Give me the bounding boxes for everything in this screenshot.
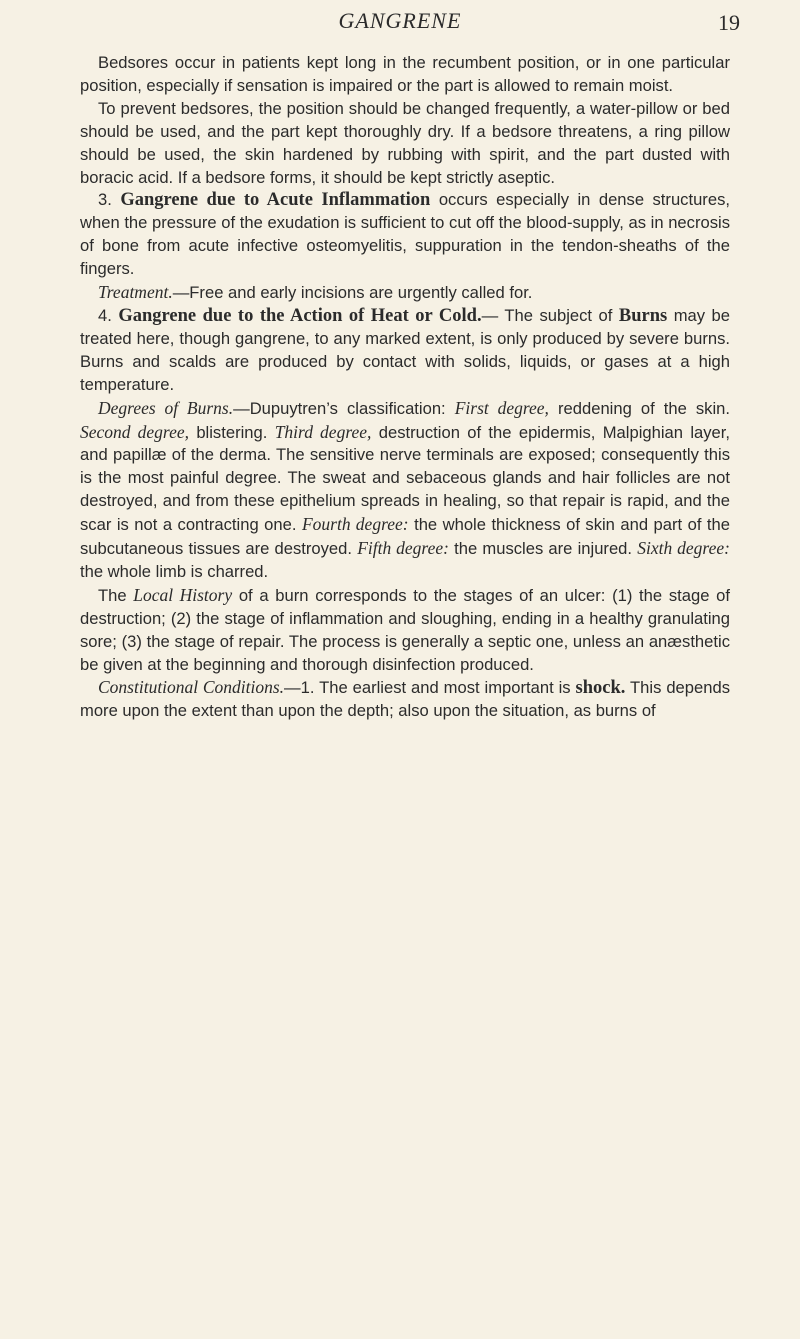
page-header: [0, 6, 800, 46]
paragraph-text: occurs especially in dense structures, when the pressure of the exudation is sufficient to cut off the blood-supply, as in necrosis of bone from acute infective osteomyelitis, suppuration in the tendon-sheaths of the fingers.: [80, 190, 730, 279]
paragraph-text: This depends more upon the extent than upon the depth; also upon the situation, as burns of: [80, 678, 730, 721]
running-title: GANGRENE: [338, 8, 462, 33]
degree-sixth-text: the whole limb is charred.: [80, 561, 269, 581]
section-heading: Gangrene due to the Action of Heat or Cold.: [118, 305, 482, 326]
paragraph-section-3: [80, 189, 730, 281]
subheading-constitutional: Constitutional Conditions.: [98, 677, 285, 698]
degree-third-label: Third degree,: [274, 421, 372, 442]
paragraph-text: of a burn corresponds to the stages of an ulcer: (1) the stage of destruction; (2) the stage of inflammation and sloughing, ending in a healthy granulating sore; (3) the stage of repair. The process is generally a septic one, unless an anæsthetic be given at the beginning and thorough disinfection produced.: [80, 585, 730, 674]
degree-third-text: destruction of the epidermis, Malpighian layer, and papillæ of the derma. The sensitive nerve terminals are exposed; consequently this is the most painful degree. The sweat and sebaceous glands and hair follicles are not destroyed, and from these epithelium spreads in healing, so that repair is rapid, and the scar is not a contracting one.: [80, 422, 730, 535]
term-burns: Burns: [618, 305, 668, 326]
paragraph-text: — The subject of: [481, 305, 613, 325]
paragraph-local-history: [80, 584, 730, 677]
subheading-degrees: Degrees of Burns.: [98, 397, 234, 418]
paragraph-text: —Free and early incisions are urgently called for.: [172, 283, 533, 303]
degree-first-label: First degree,: [454, 397, 549, 418]
paragraph-constitutional-conditions: [80, 676, 730, 723]
paragraph-treatment: [80, 281, 730, 305]
degree-fourth-text: the whole thickness of skin and part of the subcutaneous tissues are destroyed.: [80, 515, 730, 559]
paragraph-text: Bedsores occur in patients kept long in the recumbent position, or in one particular position, especially if sensation is impaired or the part is allowed to remain moist.: [80, 53, 730, 95]
degree-sixth-label: Sixth degree:: [637, 538, 730, 559]
paragraph-section-4: [80, 305, 730, 397]
degree-second-label: Second degree,: [80, 421, 189, 442]
paragraph-text: —Dupuytren’s classification:: [233, 398, 446, 418]
paragraph-degrees-of-burns: [80, 397, 730, 584]
term-shock: shock.: [575, 678, 626, 699]
paragraph-text: The: [98, 585, 127, 605]
paragraph-bedsores-occur: [80, 52, 730, 98]
body-text: [80, 52, 730, 723]
subheading-local-history: Local History: [133, 584, 233, 605]
paragraph-text: —1. The earliest and most important is: [284, 678, 571, 698]
subheading-treatment: Treatment.: [98, 282, 173, 303]
paragraph-text: To prevent bedsores, the position should be changed frequently, a water-pillow or bed should be used, and the part kept thoroughly dry. If a bedsore threatens, a ring pillow should be used, the skin hardened by rubbing with spirit, and the part dusted with boracic acid. If a bedsore forms, it should be kept strictly aseptic.: [80, 98, 730, 187]
degree-fourth-label: Fourth degree:: [301, 514, 409, 535]
paragraph-text: may be treated here, though gangrene, to any marked extent, is only produced by severe burns. Burns and scalds are produced by contact with solids, liquids, or gases at a high temperature.: [80, 305, 730, 394]
section-number: 3.: [98, 190, 112, 210]
degree-first-text: reddening of the skin.: [558, 398, 730, 418]
paragraph-bedsore-prevention: [80, 98, 730, 190]
section-heading: Gangrene due to Acute Inflammation: [120, 190, 431, 211]
section-number: 4.: [98, 305, 112, 325]
degree-fifth-label: Fifth degree:: [357, 538, 449, 559]
degree-second-text: blistering.: [196, 422, 268, 442]
degree-fifth-text: the muscles are injured.: [454, 539, 633, 559]
page-number: 19: [718, 10, 740, 35]
